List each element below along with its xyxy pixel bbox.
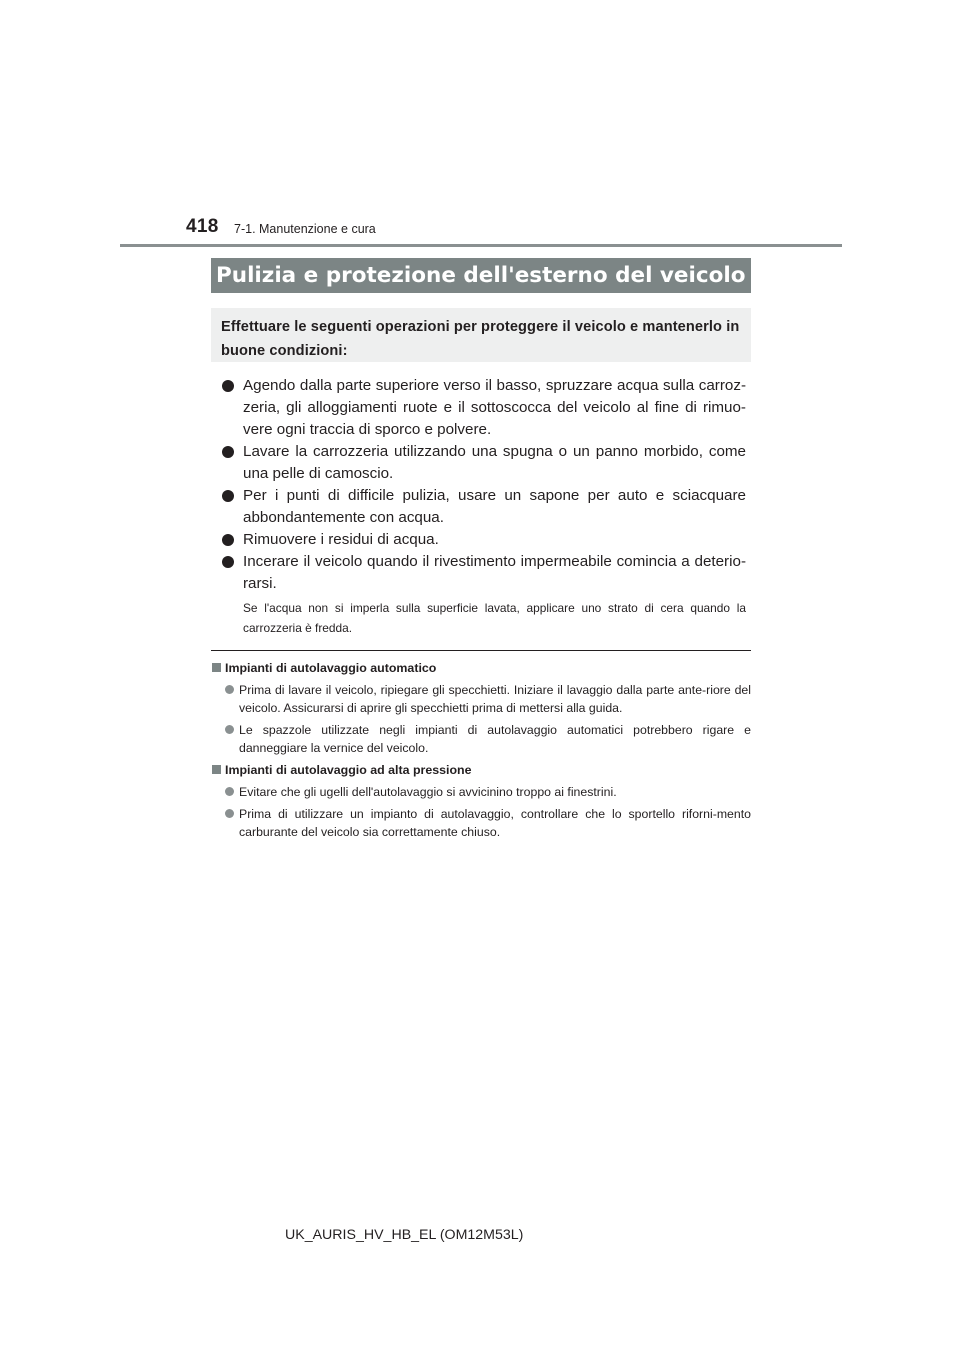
section-high-pressure-wash [211, 761, 751, 841]
list-item [211, 805, 751, 841]
intro-box: Effettuare le seguenti operazioni per proteggere il veicolo e mantenerlo in buone condizioni: [211, 308, 751, 362]
section-automatic-wash [211, 659, 751, 757]
bullet-icon [222, 534, 234, 546]
header-rule [120, 244, 842, 247]
step-text: Agendo dalla parte superiore verso il basso, spruzzare acqua sulla carroz-zeria, gli alloggiamenti ruote e il sottoscocca del veicolo al fine di rimuo-vere ogni traccia di sporco e polvere. [243, 377, 746, 438]
list-item [211, 529, 751, 551]
bullet-icon [222, 490, 234, 502]
list-item [211, 721, 751, 757]
bullet-icon [225, 809, 234, 818]
list-item [211, 551, 751, 595]
step-text: Incerare il veicolo quando il rivestimento impermeabile comincia a deterio-rarsi. [243, 553, 746, 592]
square-bullet-icon [212, 663, 221, 672]
section-label: 7-1. Manutenzione e cura [234, 222, 376, 236]
section-divider [211, 650, 751, 651]
sub-item-text: Prima di utilizzare un impianto di autolavaggio, controllare che lo sportello riforni-mento carburante del veicolo sia correttamente chiuso. [239, 807, 751, 839]
page-number: 418 [186, 216, 219, 237]
sub-list [211, 681, 751, 757]
step-text: Per i punti di difficile pulizia, usare un sapone per auto e sciacquare abbondantemente con acqua. [243, 487, 746, 526]
sub-heading [211, 761, 751, 779]
step-text: Rimuovere i residui di acqua. [243, 531, 439, 548]
list-item [211, 375, 751, 441]
sub-heading [211, 659, 751, 677]
sub-heading-text: Impianti di autolavaggio automatico [225, 661, 437, 675]
sub-item-text: Le spazzole utilizzate negli impianti di autolavaggio automatici potrebbero rigare e danneggiare la vernice del veicolo. [239, 723, 751, 755]
sub-item-text: Prima di lavare il veicolo, ripiegare gli specchietti. Iniziare il lavaggio dalla parte ante-riore del veicolo. Assicurarsi di aprire gli specchietti prima di mettersi alla guida. [239, 683, 751, 715]
footer-model-code: UK_AURIS_HV_HB_EL (OM12M53L) [285, 1227, 524, 1243]
bullet-icon [222, 556, 234, 568]
page-title: Pulizia e protezione dell'esterno del veicolo [216, 263, 746, 288]
steps-note: Se l'acqua non si imperla sulla superficie lavata, applicare uno strato di cera quando la carrozzeria è fredda. [243, 601, 746, 635]
list-item [211, 681, 751, 717]
steps-list [211, 375, 751, 595]
bullet-icon [222, 380, 234, 392]
bullet-icon [225, 787, 234, 796]
list-item [211, 441, 751, 485]
list-item [211, 485, 751, 529]
bullet-icon [225, 725, 234, 734]
sub-heading-text: Impianti di autolavaggio ad alta pressione [225, 763, 472, 777]
bullet-icon [222, 446, 234, 458]
square-bullet-icon [212, 765, 221, 774]
step-text: Lavare la carrozzeria utilizzando una spugna o un panno morbido, come una pelle di camoscio. [243, 443, 746, 482]
list-item [211, 783, 751, 801]
sub-item-text: Evitare che gli ugelli dell'autolavaggio si avvicinino troppo ai finestrini. [239, 785, 617, 799]
title-bar [211, 258, 751, 293]
bullet-icon [225, 685, 234, 694]
sub-list [211, 783, 751, 841]
